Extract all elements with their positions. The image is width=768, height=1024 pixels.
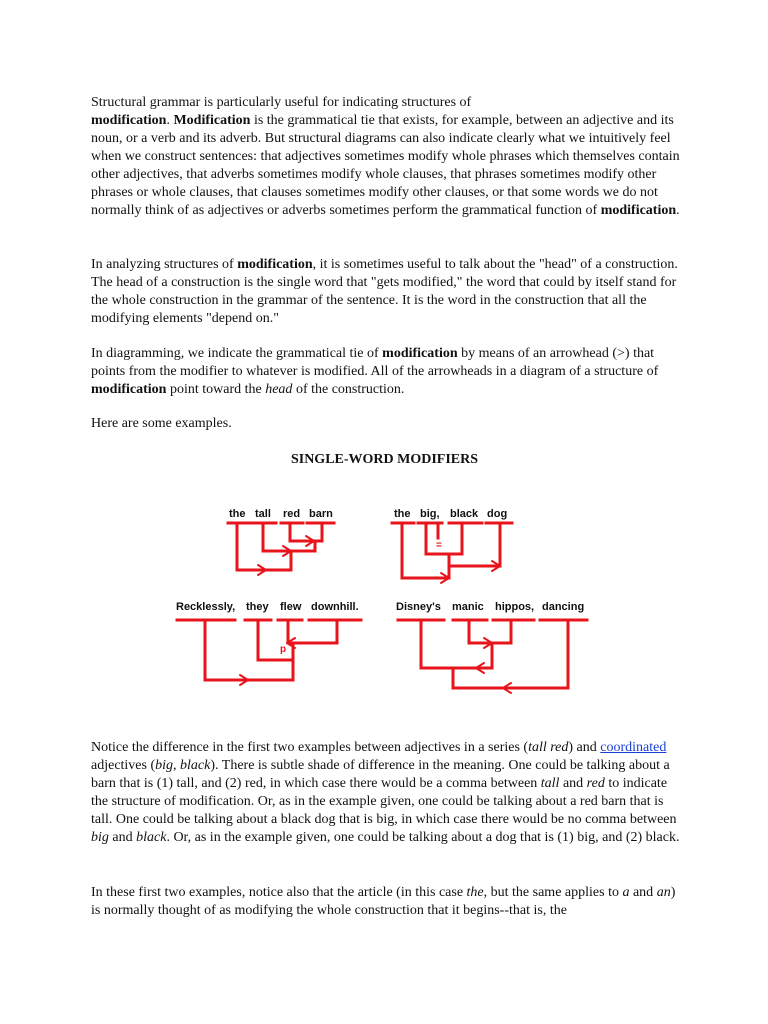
diagram1-word-barn: barn bbox=[309, 508, 333, 520]
text-run: ) and bbox=[568, 740, 601, 755]
text-run: , but the same applies to bbox=[483, 885, 623, 900]
bold-term: modification bbox=[237, 257, 313, 272]
text-run: In diagramming, we indicate the grammatical tie of bbox=[91, 346, 383, 361]
text-run: , it is sometimes useful to talk about the "head" of a construction. The head of a construction is the single word that "gets modified," the word that could by itself stand for the whole construction in the grammar of the sentence. It is the word in the construction that all the modifying elements "depend on." bbox=[91, 257, 678, 326]
text-run: and bbox=[559, 776, 587, 791]
diagram2-word-dog: dog bbox=[487, 508, 508, 520]
diagram4-lines bbox=[398, 620, 587, 693]
text-run: and bbox=[629, 885, 657, 900]
diagram-disneys-manic-hippos bbox=[396, 601, 587, 693]
bold-term: modification bbox=[91, 113, 167, 128]
diagram2-lines bbox=[392, 523, 512, 583]
coordinated-link[interactable]: coordinated bbox=[600, 740, 667, 755]
diagram4-word-manic: manic bbox=[452, 601, 484, 613]
diagram2-word-black: black bbox=[450, 508, 479, 520]
section-title: SINGLE-WORD MODIFIERS bbox=[290, 452, 479, 467]
text-run: Notice the difference in the first two examples between adjectives in a series ( bbox=[91, 740, 529, 755]
text-run: ). There is subtle shade of difference in the meaning. One could be talking about a barn that is (1) tall, and (2) red, in which case there would be a comma between bbox=[91, 758, 670, 791]
italic-term: a bbox=[622, 885, 630, 900]
diagram1-word-red: red bbox=[283, 508, 301, 520]
text-run: . Or, as in the example given, one could be talking about a dog that is (1) big, and (2) black. bbox=[166, 830, 680, 845]
italic-term: big bbox=[91, 830, 109, 845]
diagram3-word-flew: flew bbox=[280, 601, 302, 613]
italic-term: big, black bbox=[155, 758, 211, 773]
diagram1-lines bbox=[228, 523, 334, 575]
diagram2-word-the: the bbox=[394, 508, 411, 520]
diagram1-word-tall: tall bbox=[255, 508, 271, 520]
text-run: to indicate the structure of modification. Or, as in the example given, one could be talking about a red barn that is tall. One could be talking about a black dog that is big, in which case there would be no comma between bbox=[91, 776, 677, 827]
italic-term: tall bbox=[540, 776, 560, 791]
diagram3-lines bbox=[177, 620, 361, 685]
diagram-big-black-dog bbox=[392, 508, 512, 583]
diagram2-word-big: big, bbox=[420, 508, 440, 520]
diagram4-word-dancing: dancing bbox=[542, 601, 585, 613]
diagram1-word-the: the bbox=[229, 508, 246, 520]
text-run: and bbox=[108, 830, 137, 845]
bold-term: modification bbox=[600, 203, 677, 218]
diagram3-word-downhill: downhill. bbox=[311, 601, 359, 613]
text-run: . bbox=[676, 203, 680, 218]
diagram-recklessly-they-flew bbox=[176, 601, 361, 685]
italic-term: black bbox=[136, 830, 167, 845]
text-run: In these first two examples, notice also that the article (in this case bbox=[91, 885, 467, 900]
italic-term: the bbox=[466, 885, 484, 900]
diagram-tall-red-barn bbox=[228, 508, 334, 575]
diagram4-word-hippos: hippos, bbox=[495, 601, 535, 613]
text-run: ) is normally thought of as modifying the whole construction that it begins--that is, the bbox=[91, 885, 676, 918]
text-run: by means of an arrowhead (>) that points from the modifier to whatever is modified. All of the arrowheads in a diagram of a structure of bbox=[91, 346, 659, 379]
bold-term: Modification bbox=[173, 113, 251, 128]
diagram3-word-recklessly: Recklessly, bbox=[176, 601, 236, 613]
diagram4-word-disneys: Disney's bbox=[396, 601, 441, 613]
text-run: of the construction. bbox=[292, 382, 405, 397]
italic-term: an bbox=[656, 885, 671, 900]
diagram2-coordination-mark: = bbox=[436, 540, 442, 551]
diagram3-word-they: they bbox=[246, 601, 269, 613]
text-run: . bbox=[166, 113, 174, 128]
italic-term: head bbox=[265, 382, 293, 397]
text-run: adjectives ( bbox=[91, 758, 156, 773]
bold-term: modification bbox=[382, 346, 458, 361]
text-run: point toward the bbox=[166, 382, 266, 397]
italic-term: tall red bbox=[528, 740, 569, 755]
bold-term: modification bbox=[91, 382, 167, 397]
text-run: Structural grammar is particularly useful for indicating structures of bbox=[91, 95, 472, 110]
diagram3-predication-mark: p bbox=[280, 644, 287, 655]
text-run: In analyzing structures of bbox=[91, 257, 238, 272]
text-run: is the grammatical tie that exists, for example, between an adjective and its noun, or a verb and its adverb. But structural diagrams can also indicate clearly what we intuitively feel when we construct sentences: that adjectives sometimes modify whole phrases which themselves contain other adjectives, that adverbs sometimes modify whole clauses, that phrases sometimes modify other phrases or whole clauses, that clauses sometimes modify other clauses, or that some words we do not normally think of as adjectives or adverbs sometimes perform the grammatical function of bbox=[91, 113, 680, 218]
text-run: Here are some examples. bbox=[91, 416, 232, 431]
italic-term: red bbox=[586, 776, 605, 791]
